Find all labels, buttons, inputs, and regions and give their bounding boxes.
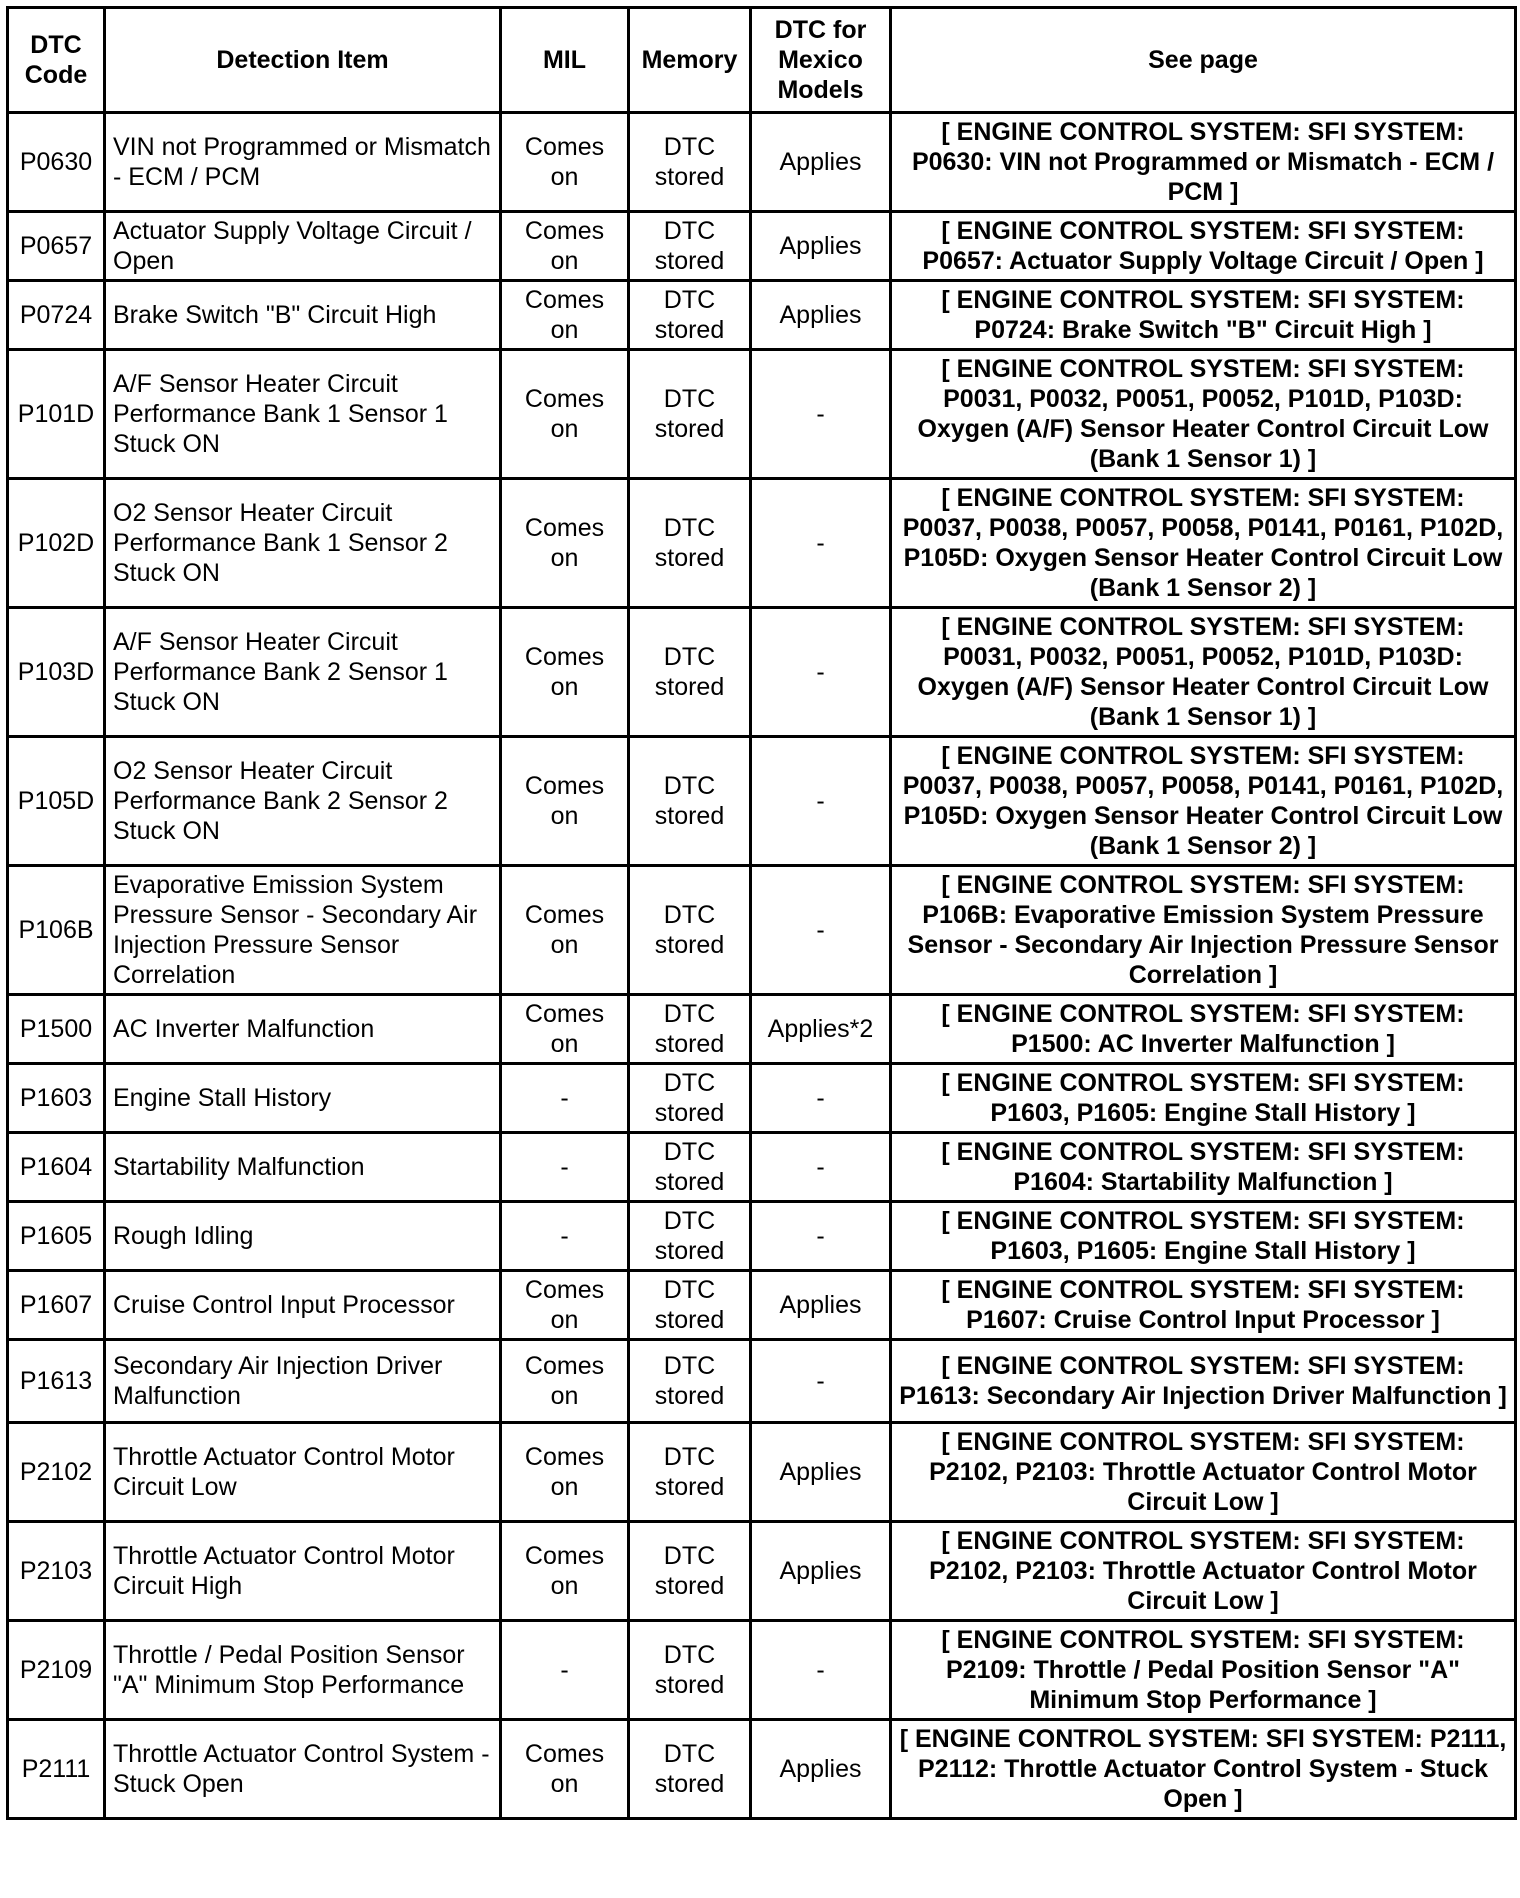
mil-cell: Comes on (501, 1522, 629, 1621)
memory-cell: DTC stored (629, 1621, 751, 1720)
dtc-code-cell: P2103 (8, 1522, 105, 1621)
dtc-code-cell: P103D (8, 608, 105, 737)
dtc-code-cell: P1607 (8, 1271, 105, 1340)
dtc-code-cell: P1605 (8, 1202, 105, 1271)
see-page-link[interactable]: [ ENGINE CONTROL SYSTEM: SFI SYSTEM: P0037, P0038, P0057, P0058, P0141, P0161, P102D, P105D: Oxygen Sensor Heater Control Circuit Low (Bank 1 Sensor 2) ] (891, 479, 1516, 608)
mexico-models-cell: Applies (751, 1271, 891, 1340)
mexico-models-cell: Applies (751, 212, 891, 281)
table-row (8, 281, 1516, 350)
see-page-link[interactable]: [ ENGINE CONTROL SYSTEM: SFI SYSTEM: P0031, P0032, P0051, P0052, P101D, P103D: Oxygen (A/F) Sensor Heater Control Circuit Low (Bank 1 Sensor 1) ] (891, 608, 1516, 737)
dtc-code-cell: P2111 (8, 1720, 105, 1819)
memory-cell: DTC stored (629, 995, 751, 1064)
memory-cell: DTC stored (629, 350, 751, 479)
table-row (8, 1340, 1516, 1423)
table-row (8, 1423, 1516, 1522)
mexico-models-cell: - (751, 350, 891, 479)
mexico-models-cell: - (751, 1621, 891, 1720)
memory-cell: DTC stored (629, 1522, 751, 1621)
mil-cell: Comes on (501, 1423, 629, 1522)
header-dtc-code: DTC Code (8, 8, 105, 113)
header-detection-item: Detection Item (105, 8, 501, 113)
mexico-models-cell: Applies (751, 1423, 891, 1522)
see-page-link[interactable]: [ ENGINE CONTROL SYSTEM: SFI SYSTEM: P1604: Startability Malfunction ] (891, 1133, 1516, 1202)
mexico-models-cell: - (751, 1064, 891, 1133)
mil-cell: Comes on (501, 1271, 629, 1340)
detection-item-cell: Engine Stall History (105, 1064, 501, 1133)
mil-cell: Comes on (501, 608, 629, 737)
dtc-code-cell: P101D (8, 350, 105, 479)
table-row (8, 479, 1516, 608)
table-row (8, 1064, 1516, 1133)
dtc-code-cell: P1613 (8, 1340, 105, 1423)
table-row (8, 1133, 1516, 1202)
mexico-models-cell: - (751, 608, 891, 737)
dtc-code-cell: P0657 (8, 212, 105, 281)
header-row (8, 8, 1516, 113)
table-row (8, 608, 1516, 737)
mexico-models-cell: Applies (751, 113, 891, 212)
dtc-code-cell: P106B (8, 866, 105, 995)
mil-cell: Comes on (501, 737, 629, 866)
mil-cell: Comes on (501, 866, 629, 995)
detection-item-cell: Actuator Supply Voltage Circuit / Open (105, 212, 501, 281)
see-page-link[interactable]: [ ENGINE CONTROL SYSTEM: SFI SYSTEM: P0630: VIN not Programmed or Mismatch - ECM / PCM ] (891, 113, 1516, 212)
dtc-code-cell: P102D (8, 479, 105, 608)
see-page-link[interactable]: [ ENGINE CONTROL SYSTEM: SFI SYSTEM: P2109: Throttle / Pedal Position Sensor "A" Minimum Stop Performance ] (891, 1621, 1516, 1720)
table-row (8, 212, 1516, 281)
mil-cell: Comes on (501, 1720, 629, 1819)
detection-item-cell: Throttle Actuator Control Motor Circuit High (105, 1522, 501, 1621)
detection-item-cell: Evaporative Emission System Pressure Sensor - Secondary Air Injection Pressure Sensor Correlation (105, 866, 501, 995)
mexico-models-cell: - (751, 479, 891, 608)
detection-item-cell: AC Inverter Malfunction (105, 995, 501, 1064)
header-mexico-models: DTC for Mexico Models (751, 8, 891, 113)
dtc-code-cell: P0630 (8, 113, 105, 212)
table-row (8, 995, 1516, 1064)
detection-item-cell: Throttle Actuator Control Motor Circuit Low (105, 1423, 501, 1522)
see-page-link[interactable]: [ ENGINE CONTROL SYSTEM: SFI SYSTEM: P2102, P2103: Throttle Actuator Control Motor Circuit Low ] (891, 1522, 1516, 1621)
detection-item-cell: A/F Sensor Heater Circuit Performance Bank 2 Sensor 1 Stuck ON (105, 608, 501, 737)
see-page-link[interactable]: [ ENGINE CONTROL SYSTEM: SFI SYSTEM: P0657: Actuator Supply Voltage Circuit / Open ] (891, 212, 1516, 281)
dtc-table (6, 6, 1517, 1820)
mil-cell: - (501, 1064, 629, 1133)
mexico-models-cell: Applies (751, 1522, 891, 1621)
mil-cell: - (501, 1621, 629, 1720)
table-row (8, 1621, 1516, 1720)
mil-cell: Comes on (501, 212, 629, 281)
mexico-models-cell: Applies (751, 1720, 891, 1819)
memory-cell: DTC stored (629, 866, 751, 995)
table-row (8, 113, 1516, 212)
table-body (8, 113, 1516, 1819)
mexico-models-cell: - (751, 1202, 891, 1271)
dtc-code-cell: P2109 (8, 1621, 105, 1720)
dtc-code-cell: P1603 (8, 1064, 105, 1133)
dtc-code-cell: P2102 (8, 1423, 105, 1522)
see-page-link[interactable]: [ ENGINE CONTROL SYSTEM: SFI SYSTEM: P1607: Cruise Control Input Processor ] (891, 1271, 1516, 1340)
memory-cell: DTC stored (629, 1133, 751, 1202)
see-page-link[interactable]: [ ENGINE CONTROL SYSTEM: SFI SYSTEM: P2102, P2103: Throttle Actuator Control Motor Circuit Low ] (891, 1423, 1516, 1522)
mexico-models-cell: - (751, 1133, 891, 1202)
detection-item-cell: Cruise Control Input Processor (105, 1271, 501, 1340)
memory-cell: DTC stored (629, 113, 751, 212)
mexico-models-cell: Applies*2 (751, 995, 891, 1064)
see-page-link[interactable]: [ ENGINE CONTROL SYSTEM: SFI SYSTEM: P0037, P0038, P0057, P0058, P0141, P0161, P102D, P105D: Oxygen Sensor Heater Control Circuit Low (Bank 1 Sensor 2) ] (891, 737, 1516, 866)
memory-cell: DTC stored (629, 479, 751, 608)
mil-cell: Comes on (501, 995, 629, 1064)
detection-item-cell: Startability Malfunction (105, 1133, 501, 1202)
memory-cell: DTC stored (629, 608, 751, 737)
table-row (8, 1720, 1516, 1819)
table-header (8, 8, 1516, 113)
memory-cell: DTC stored (629, 1340, 751, 1423)
see-page-link[interactable]: [ ENGINE CONTROL SYSTEM: SFI SYSTEM: P0724: Brake Switch "B" Circuit High ] (891, 281, 1516, 350)
detection-item-cell: VIN not Programmed or Mismatch - ECM / PCM (105, 113, 501, 212)
table-row (8, 350, 1516, 479)
detection-item-cell: O2 Sensor Heater Circuit Performance Bank 2 Sensor 2 Stuck ON (105, 737, 501, 866)
see-page-link[interactable]: [ ENGINE CONTROL SYSTEM: SFI SYSTEM: P1500: AC Inverter Malfunction ] (891, 995, 1516, 1064)
memory-cell: DTC stored (629, 737, 751, 866)
table-row (8, 1271, 1516, 1340)
mil-cell: Comes on (501, 350, 629, 479)
detection-item-cell: Throttle Actuator Control System - Stuck Open (105, 1720, 501, 1819)
detection-item-cell: A/F Sensor Heater Circuit Performance Bank 1 Sensor 1 Stuck ON (105, 350, 501, 479)
dtc-code-cell: P0724 (8, 281, 105, 350)
dtc-code-cell: P1500 (8, 995, 105, 1064)
memory-cell: DTC stored (629, 1271, 751, 1340)
mil-cell: Comes on (501, 281, 629, 350)
detection-item-cell: Brake Switch "B" Circuit High (105, 281, 501, 350)
see-page-link[interactable]: [ ENGINE CONTROL SYSTEM: SFI SYSTEM: P1603, P1605: Engine Stall History ] (891, 1064, 1516, 1133)
detection-item-cell: Throttle / Pedal Position Sensor "A" Minimum Stop Performance (105, 1621, 501, 1720)
detection-item-cell: Secondary Air Injection Driver Malfunction (105, 1340, 501, 1423)
mil-cell: Comes on (501, 479, 629, 608)
table-row (8, 1522, 1516, 1621)
table-row (8, 737, 1516, 866)
dtc-code-cell: P1604 (8, 1133, 105, 1202)
mexico-models-cell: Applies (751, 281, 891, 350)
see-page-link[interactable]: [ ENGINE CONTROL SYSTEM: SFI SYSTEM: P1603, P1605: Engine Stall History ] (891, 1202, 1516, 1271)
see-page-link[interactable]: [ ENGINE CONTROL SYSTEM: SFI SYSTEM: P1613: Secondary Air Injection Driver Malfunction ] (891, 1340, 1516, 1423)
mil-cell: - (501, 1202, 629, 1271)
see-page-link[interactable]: [ ENGINE CONTROL SYSTEM: SFI SYSTEM: P106B: Evaporative Emission System Pressure Sensor - Secondary Air Injection Pressure Sensor Correlation ] (891, 866, 1516, 995)
see-page-link[interactable]: [ ENGINE CONTROL SYSTEM: SFI SYSTEM: P0031, P0032, P0051, P0052, P101D, P103D: Oxygen (A/F) Sensor Heater Control Circuit Low (Bank 1 Sensor 1) ] (891, 350, 1516, 479)
header-memory: Memory (629, 8, 751, 113)
mexico-models-cell: - (751, 1340, 891, 1423)
memory-cell: DTC stored (629, 281, 751, 350)
memory-cell: DTC stored (629, 1064, 751, 1133)
detection-item-cell: Rough Idling (105, 1202, 501, 1271)
mil-cell: - (501, 1133, 629, 1202)
header-mil: MIL (501, 8, 629, 113)
header-see-page: See page (891, 8, 1516, 113)
table-row (8, 866, 1516, 995)
mil-cell: Comes on (501, 1340, 629, 1423)
memory-cell: DTC stored (629, 1202, 751, 1271)
see-page-link[interactable]: [ ENGINE CONTROL SYSTEM: SFI SYSTEM: P2111, P2112: Throttle Actuator Control System - Stuck Open ] (891, 1720, 1516, 1819)
mil-cell: Comes on (501, 113, 629, 212)
mexico-models-cell: - (751, 737, 891, 866)
table-row (8, 1202, 1516, 1271)
memory-cell: DTC stored (629, 1423, 751, 1522)
memory-cell: DTC stored (629, 212, 751, 281)
dtc-code-cell: P105D (8, 737, 105, 866)
mexico-models-cell: - (751, 866, 891, 995)
memory-cell: DTC stored (629, 1720, 751, 1819)
detection-item-cell: O2 Sensor Heater Circuit Performance Bank 1 Sensor 2 Stuck ON (105, 479, 501, 608)
